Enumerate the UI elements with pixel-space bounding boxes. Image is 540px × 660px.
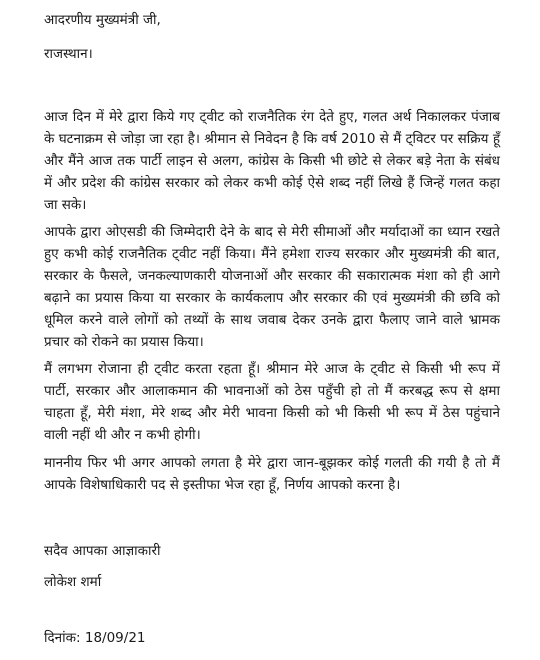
date: दिनांक: 18/09/21: [44, 630, 146, 646]
paragraph-3: मैं लगभग रोजाना ही ट्वीट करता रहता हूँ। श्रीमान मेरे आज के ट्वीट से किसी भी रूप में पार्टी, सरकार और आलाकमान की भावनाओं को ठेस पहुँची हो तो मैं करबद्ध रूप से क्षमा चाहता हूँ, मेरी मंशा, मेरे शब्द और मेरी भावना किसी को भी किसी भी रूप में ठेस पहुंचाने वाली नहीं थी और न कभी होगी।: [44, 361, 500, 443]
paragraph-2: आपके द्वारा ओएसडी की जिम्मेदारी देने के बाद से मेरी सीमाओं और मर्यादाओं का ध्यान रखते हुए कभी कोई राजनैतिक ट्वीट नहीं किया। मैंने हमेशा राज्य सरकार और मुख्यमंत्री की बात, सरकार के फैसले, जनकल्याणकारी योजनाओं और सरकार की सकारात्मक मंशा को ही आगे बढ़ाने का प्रयास किया या सरकार के कार्यकलाप और सरकार की एवं मुख्यमंत्री की छवि को धूमिल करने वाले लोगों को तथ्यों के साथ जवाब देकर उनके द्वारा फैलाए जाने वाले भ्रामक प्रचार को रोकने का प्रयास किया।: [44, 224, 500, 350]
paragraph-1: आज दिन में मेरे द्वारा किये गए ट्वीट को राजनैतिक रंग देते हुए, गलत अर्थ निकालकर पंजाब के घटनाक्रम से जोड़ा जा रहा है। श्रीमान से निवेदन है कि वर्ष 2010 से मैं ट्विटर पर सक्रिय हूँ और मैंने आज तक पार्टी लाइन से अलग, कांग्रेस के किसी भी छोटे से लेकर बड़े नेता के संबंध में और प्रदेश की कांग्रेस सरकार को लेकर कभी कोई ऐसे शब्द नहीं लिखे हैं जिन्हें गलत कहा जा सके।: [44, 109, 500, 213]
paragraph-4: माननीय फिर भी अगर आपको लगता है मेरे द्वारा जान-बूझकर कोई गलती की गयी है तो मैं आपके विशेषाधिकारी पद से इस्तीफा भेज रहा हूँ, निर्णय आपको करना है।: [44, 455, 500, 493]
recipient-location: राजस्थान।: [44, 46, 93, 62]
closing: सदैव आपका आज्ञाकारी: [44, 543, 161, 559]
signature: लोकेश शर्मा: [44, 574, 102, 590]
salutation: आदरणीय मुख्यमंत्री जी,: [44, 12, 161, 28]
